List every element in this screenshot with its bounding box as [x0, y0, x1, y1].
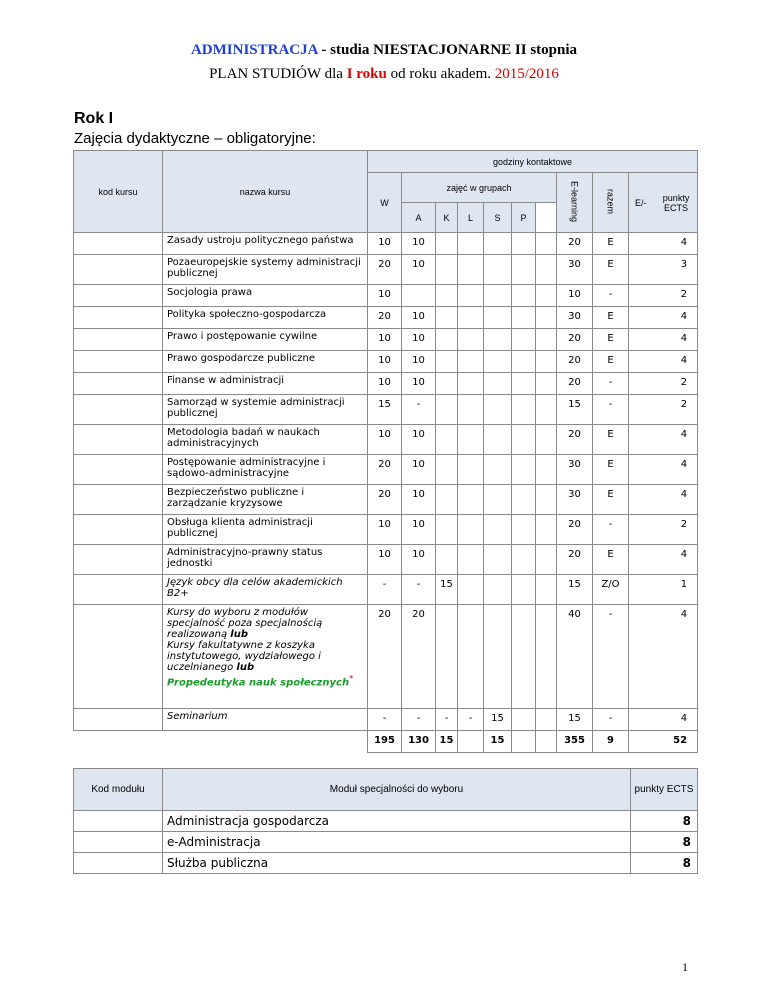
cell-empty [536, 709, 557, 731]
header-s: S [484, 203, 512, 233]
header-razem [593, 173, 629, 233]
course-e: Z/O [593, 575, 629, 605]
course-name: Zasady ustroju politycznego państwa [163, 233, 368, 255]
title-program: ADMINISTRACJA [190, 42, 318, 58]
course-e: E [593, 329, 629, 351]
course-l [458, 395, 484, 425]
header-p: P [512, 203, 536, 233]
course-ects: 2 [629, 395, 698, 425]
header-elearning [557, 173, 593, 233]
header-zajec-w-grupach: zajęć w grupach [402, 173, 557, 203]
course-w: 20 [368, 485, 402, 515]
total-razem: 355 [557, 731, 593, 753]
cell-empty [458, 731, 484, 753]
course-razem: 20 [557, 233, 593, 255]
total-a: 130 [402, 731, 436, 753]
header-a: A [402, 203, 436, 233]
course-name: Finanse w administracji [163, 373, 368, 395]
course-p [512, 455, 536, 485]
module-row [74, 853, 698, 874]
cell-kod [74, 515, 163, 545]
header-nazwa-kursu: nazwa kursu [163, 151, 368, 233]
header-modul: Moduł specjalności do wyboru [163, 769, 631, 811]
course-a: - [402, 395, 436, 425]
cell-kod [74, 455, 163, 485]
course-elearning [536, 255, 557, 285]
seminarium-w: - [368, 709, 402, 731]
module-name: e-Administracja [163, 832, 631, 853]
course-row [74, 329, 698, 351]
cell-kod [74, 575, 163, 605]
course-k [436, 255, 458, 285]
header-kod-modulu: Kod modułu [74, 769, 163, 811]
course-name: Język obcy dla celów akademickich B2+ [163, 575, 368, 605]
cell-kod [74, 485, 163, 515]
subtitle-academic-year: 2015/2016 [494, 66, 559, 82]
course-elearning [536, 233, 557, 255]
course-ects: 4 [629, 455, 698, 485]
course-e: E [593, 233, 629, 255]
cell-empty [536, 731, 557, 753]
document-title [0, 42, 768, 59]
course-p [512, 233, 536, 255]
course-name: Prawo gospodarcze publiczne [163, 351, 368, 373]
seminarium-ects: 4 [629, 709, 698, 731]
header-e-text: E/- [635, 197, 647, 208]
course-e: E [593, 255, 629, 285]
kursy-propedeutyka: Propedeutyka nauk społecznych [167, 677, 350, 689]
course-w: 10 [368, 233, 402, 255]
section-title: Rok I [74, 110, 114, 127]
course-row [74, 545, 698, 575]
course-razem: 10 [557, 285, 593, 307]
course-l [458, 575, 484, 605]
course-row [74, 255, 698, 285]
course-razem: 20 [557, 329, 593, 351]
course-p [512, 351, 536, 373]
course-row [74, 485, 698, 515]
course-name: Prawo i postępowanie cywilne [163, 329, 368, 351]
kursy-w: 20 [368, 605, 402, 709]
course-s [484, 373, 512, 395]
courses-table [73, 150, 698, 753]
course-name: Bezpieczeństwo publiczne i zarządzanie kryzysowe [163, 485, 368, 515]
page-number: 1 [682, 960, 688, 974]
module-row [74, 811, 698, 832]
course-a: 10 [402, 455, 436, 485]
cell-empty [536, 605, 557, 709]
course-k [436, 515, 458, 545]
header-ects-text: punkty ECTS [662, 192, 690, 213]
course-a: 10 [402, 255, 436, 285]
course-ects: 4 [629, 485, 698, 515]
course-w: - [368, 575, 402, 605]
course-a: 10 [402, 373, 436, 395]
course-elearning [536, 545, 557, 575]
course-razem: 30 [557, 255, 593, 285]
course-razem: 30 [557, 307, 593, 329]
course-elearning [536, 515, 557, 545]
cell-kod [74, 545, 163, 575]
course-k [436, 307, 458, 329]
course-ects: 3 [629, 255, 698, 285]
cell-kod [74, 329, 163, 351]
course-p [512, 373, 536, 395]
course-a: - [402, 575, 436, 605]
course-p [512, 255, 536, 285]
course-name: Obsługa klienta administracji publicznej [163, 515, 368, 545]
header-e [629, 173, 698, 233]
cell-empty [512, 709, 536, 731]
course-p [512, 307, 536, 329]
course-row [74, 233, 698, 255]
course-w: 20 [368, 255, 402, 285]
course-e: - [593, 373, 629, 395]
cell-kod [74, 285, 163, 307]
course-row [74, 373, 698, 395]
course-elearning [536, 351, 557, 373]
course-w: 20 [368, 307, 402, 329]
kursy-a: 20 [402, 605, 436, 709]
course-ects: 2 [629, 285, 698, 307]
cell-kod [74, 811, 163, 832]
course-p [512, 545, 536, 575]
seminarium-k: - [436, 709, 458, 731]
seminarium-row [74, 709, 698, 731]
course-s [484, 425, 512, 455]
course-razem: 20 [557, 425, 593, 455]
module-name: Służba publiczna [163, 853, 631, 874]
course-name: Polityka społeczno-gospodarcza [163, 307, 368, 329]
section-subtitle: Zajęcia dydaktyczne – obligatoryjne: [74, 130, 316, 147]
course-l [458, 425, 484, 455]
course-ects: 4 [629, 545, 698, 575]
course-elearning [536, 455, 557, 485]
course-row [74, 455, 698, 485]
seminarium-s: 15 [484, 709, 512, 731]
course-elearning [536, 373, 557, 395]
course-elearning [536, 307, 557, 329]
course-l [458, 233, 484, 255]
course-l [458, 545, 484, 575]
course-k [436, 329, 458, 351]
course-s [484, 545, 512, 575]
course-k [436, 233, 458, 255]
cell-kod [74, 255, 163, 285]
course-ects: 4 [629, 233, 698, 255]
course-ects: 4 [629, 425, 698, 455]
subtitle-a: PLAN STUDIÓW dla [209, 66, 347, 82]
course-w: 10 [368, 373, 402, 395]
course-p [512, 425, 536, 455]
course-s [484, 575, 512, 605]
course-row [74, 515, 698, 545]
cell-blank [163, 731, 368, 753]
kursy-name [163, 605, 368, 709]
course-elearning [536, 425, 557, 455]
course-s [484, 395, 512, 425]
course-e: E [593, 455, 629, 485]
course-razem: 15 [557, 395, 593, 425]
course-row [74, 425, 698, 455]
course-row [74, 395, 698, 425]
course-razem: 20 [557, 515, 593, 545]
course-a: 10 [402, 515, 436, 545]
totals-row [74, 731, 698, 753]
course-row [74, 575, 698, 605]
course-p [512, 515, 536, 545]
cell-kod [74, 709, 163, 731]
course-ects: 2 [629, 373, 698, 395]
course-k: 15 [436, 575, 458, 605]
course-razem: 30 [557, 455, 593, 485]
course-p [512, 485, 536, 515]
cell-kod [74, 605, 163, 709]
course-name: Socjologia prawa [163, 285, 368, 307]
course-w: 10 [368, 515, 402, 545]
cell-empty [436, 605, 458, 709]
kursy-text-1: Kursy do wyboru z modułów specjalność poza specjalnością realizowaną [167, 607, 323, 640]
course-k [436, 285, 458, 307]
seminarium-a: - [402, 709, 436, 731]
course-s [484, 515, 512, 545]
kursy-e: - [593, 605, 629, 709]
course-s [484, 485, 512, 515]
course-w: 10 [368, 351, 402, 373]
course-name: Administracyjno-prawny status jednostki [163, 545, 368, 575]
course-ects: 4 [629, 351, 698, 373]
title-mode: - studia NIESTACJONARNE II stopnia [317, 42, 578, 58]
course-w: 10 [368, 329, 402, 351]
course-l [458, 329, 484, 351]
course-a: 10 [402, 329, 436, 351]
header-kod-kursu: kod kursu [74, 151, 163, 233]
seminarium-l: - [458, 709, 484, 731]
course-a: 10 [402, 233, 436, 255]
course-razem: 20 [557, 545, 593, 575]
course-e: E [593, 545, 629, 575]
total-s: 15 [484, 731, 512, 753]
subtitle-c: od roku akadem. [386, 66, 495, 82]
header-k: K [436, 203, 458, 233]
cell-kod [74, 351, 163, 373]
course-k [436, 395, 458, 425]
course-k [436, 425, 458, 455]
course-e: E [593, 351, 629, 373]
course-s [484, 233, 512, 255]
kursy-or-1: lub [230, 629, 248, 640]
kursy-text-2: Kursy fakultatywne z koszyka instytutowego, wydziałowego i uczelnianego [167, 640, 321, 673]
course-e: E [593, 425, 629, 455]
seminarium-name: Seminarium [163, 709, 368, 731]
course-p [512, 575, 536, 605]
course-w: 20 [368, 455, 402, 485]
course-ects: 1 [629, 575, 698, 605]
cell-empty [484, 605, 512, 709]
kursy-or-2: lub [236, 662, 255, 673]
course-row [74, 307, 698, 329]
cell-kod [74, 853, 163, 874]
course-elearning [536, 575, 557, 605]
header-w: W [368, 173, 402, 233]
module-ects: 8 [631, 811, 698, 832]
course-a: 10 [402, 425, 436, 455]
course-razem: 20 [557, 373, 593, 395]
course-w: 10 [368, 285, 402, 307]
course-p [512, 285, 536, 307]
total-k: 15 [436, 731, 458, 753]
course-l [458, 485, 484, 515]
cell-blank [74, 731, 163, 753]
course-elearning [536, 285, 557, 307]
module-ects: 8 [631, 832, 698, 853]
course-l [458, 515, 484, 545]
course-row [74, 351, 698, 373]
kursy-row [74, 605, 698, 709]
modules-table [73, 768, 698, 874]
course-l [458, 255, 484, 285]
course-elearning [536, 395, 557, 425]
course-e: - [593, 285, 629, 307]
course-w: 10 [368, 425, 402, 455]
course-w: 15 [368, 395, 402, 425]
cell-empty [512, 731, 536, 753]
course-w: 10 [368, 545, 402, 575]
cell-kod [74, 233, 163, 255]
course-ects: 2 [629, 515, 698, 545]
course-e: - [593, 395, 629, 425]
course-k [436, 351, 458, 373]
course-k [436, 545, 458, 575]
document-subtitle [0, 66, 768, 83]
cell-kod [74, 395, 163, 425]
course-l [458, 373, 484, 395]
course-k [436, 373, 458, 395]
cell-kod [74, 373, 163, 395]
course-razem: 20 [557, 351, 593, 373]
course-l [458, 307, 484, 329]
course-k [436, 485, 458, 515]
course-name: Samorząd w systemie administracji publicznej [163, 395, 368, 425]
footnote-star: * [349, 673, 354, 683]
seminarium-e: - [593, 709, 629, 731]
course-e: E [593, 485, 629, 515]
course-name: Metodologia badań w naukach administracyjnych [163, 425, 368, 455]
course-s [484, 255, 512, 285]
course-k [436, 455, 458, 485]
kursy-ects: 4 [629, 605, 698, 709]
course-row [74, 285, 698, 307]
cell-kod [74, 425, 163, 455]
course-a: 10 [402, 485, 436, 515]
total-w: 195 [368, 731, 402, 753]
course-a [402, 285, 436, 307]
course-a: 10 [402, 545, 436, 575]
subtitle-year: I roku [346, 66, 387, 82]
module-name: Administracja gospodarcza [163, 811, 631, 832]
course-ects: 4 [629, 329, 698, 351]
course-razem: 30 [557, 485, 593, 515]
course-l [458, 285, 484, 307]
course-s [484, 351, 512, 373]
course-elearning [536, 485, 557, 515]
course-l [458, 351, 484, 373]
course-l [458, 455, 484, 485]
header-elearning-text: E-learning [569, 180, 580, 223]
course-a: 10 [402, 307, 436, 329]
module-row [74, 832, 698, 853]
course-s [484, 307, 512, 329]
course-p [512, 395, 536, 425]
course-name: Postępowanie administracyjne i sądowo-administracyjne [163, 455, 368, 485]
kursy-razem: 40 [557, 605, 593, 709]
header-razem-text: razem [605, 188, 616, 214]
cell-empty [512, 605, 536, 709]
header-punkty-ects: punkty ECTS [631, 769, 698, 811]
module-ects: 8 [631, 853, 698, 874]
course-ects: 4 [629, 307, 698, 329]
header-godziny-kontaktowe: godziny kontaktowe [368, 151, 698, 173]
cell-kod [74, 832, 163, 853]
header-l: L [458, 203, 484, 233]
total-e: 9 [593, 731, 629, 753]
course-name: Pozaeuropejskie systemy administracji publicznej [163, 255, 368, 285]
course-razem: 15 [557, 575, 593, 605]
course-s [484, 455, 512, 485]
seminarium-razem: 15 [557, 709, 593, 731]
course-s [484, 285, 512, 307]
cell-empty [458, 605, 484, 709]
course-elearning [536, 329, 557, 351]
cell-kod [74, 307, 163, 329]
course-e: - [593, 515, 629, 545]
course-a: 10 [402, 351, 436, 373]
course-p [512, 329, 536, 351]
course-e: E [593, 307, 629, 329]
course-s [484, 329, 512, 351]
total-ects: 52 [629, 731, 698, 753]
